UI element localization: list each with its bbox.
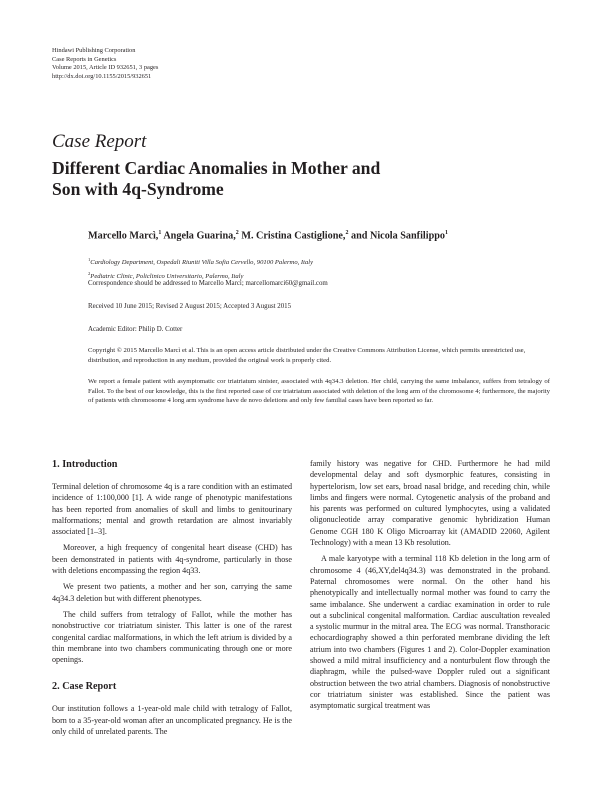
publisher-name: Hindawi Publishing Corporation bbox=[52, 47, 136, 54]
affiliation-number: 2 bbox=[88, 271, 91, 277]
right-column bbox=[310, 458, 550, 717]
academic-editor: Academic Editor: Philip D. Cotter bbox=[88, 326, 183, 333]
journal-header bbox=[52, 47, 158, 81]
author-name: and Nicola Sanfilippo bbox=[351, 230, 445, 242]
publication-dates: Received 10 June 2015; Revised 2 August 2015; Accepted 3 August 2015 bbox=[88, 303, 292, 310]
volume-info: Volume 2015, Article ID 932651, 3 pages bbox=[52, 64, 159, 72]
left-column bbox=[52, 458, 292, 742]
affiliation-item bbox=[88, 254, 313, 268]
author-name: Angela Guarina, bbox=[163, 230, 236, 242]
author-affiliation-marker: 2 bbox=[235, 230, 239, 236]
journal-name: Case Reports in Genetics bbox=[52, 55, 117, 63]
copyright-notice: Copyright © 2015 Marcello Marcì et al. This is an open access article distributed under the Creative Commons Attribution License, which permits unrestricted use, distribution, and reproduction in any medium, provided the original work is properly cited. bbox=[88, 347, 526, 364]
paragraph: We present two patients, a mother and her son, carrying the same 4q34.3 deletion but with different phenotypes. bbox=[52, 582, 292, 603]
article-type: Case Report bbox=[52, 131, 147, 152]
author-affiliation-marker: 1 bbox=[158, 230, 162, 236]
affiliation-number: 1 bbox=[88, 257, 91, 262]
correspondence: Correspondence should be addressed to Marcello Marcì; marcellomarci60@gmail.com bbox=[88, 280, 328, 287]
doi-link[interactable]: http://dx.doi.org/10.1155/2015/932651 bbox=[52, 72, 152, 80]
paragraph: Moreover, a high frequency of congenital heart disease (CHD) has been demonstrated in patients with 4q-syndrome, particularly in those with deletions encompassing the region 4q33. bbox=[52, 543, 292, 576]
title-line-2: Son with 4q-Syndrome bbox=[52, 178, 224, 199]
author-name: Marcello Marcì, bbox=[88, 230, 159, 242]
title-line-1: Different Cardiac Anomalies in Mother and bbox=[52, 158, 381, 178]
article-title bbox=[52, 158, 380, 199]
section-heading-case-report: 2. Case Report bbox=[52, 681, 117, 693]
affiliation-text: Pediatric Clinic, Policlinico Universitario, Palermo, Italy bbox=[90, 273, 244, 281]
paragraph: A male karyotype with a terminal 118 Kb deletion in the long arm of chromosome 4 (46,XY,del4q34.3) was demonstrated in the proband. Paternal chromosomes were normal. On the other hand his phenotypically and intellectually normal mother was found to carry the same imbalance. She underwent a cardiac examination in order to rule out a subclinical congenital malformation. Cardiac auscultation revealed a systolic murmur in the mitral area. The ECG was normal. Transthoracic echocardiography showed a thin perforated membrane dividing the left atrium into two chambers (Figures 1 and 2). Color-Doppler examination showed a mild mitral insufficiency and a nonturbulent flow through the diaphragm, while the pulsed-wave Doppler ruled out a significant obstruction between the two atrial chambers. Diagnosis of nonobstructive cor triatriatum sinister was established. Since the patient was asymptomatic surgical treatment was bbox=[310, 554, 550, 711]
paragraph: The child suffers from tetralogy of Fallot, while the mother has nonobstructive cor triatriatum sinister. This latter is one of the rarest congenital cardiac malformations, in which the left atrium is divided by a thin membrane into two chambers communicating through one or more openings. bbox=[52, 609, 292, 665]
section-heading-introduction: 1. Introduction bbox=[52, 459, 118, 470]
paragraph: Terminal deletion of chromosome 4q is a rare condition with an estimated incidence of 1:100,000 [1]. A wide range of phenotypic manifestations has been reported from anomalies of skull and limbs to genitourinary malformations; mental and growth retardation are almost invariably associated [1–3]. bbox=[52, 482, 292, 537]
author-name: M. Cristina Castiglione, bbox=[241, 230, 346, 242]
abstract: We report a female patient with asymptomatic cor triatriatum sinister, associated with 4q34.3 deletion. Her child, carrying the same imbalance, suffers from tetralogy of Fallot. To the best of our knowledge, this is the first reported case of cor triatriatum associated with deletion of the long arm of the chromosome 4; furthermore, the majority of patients with chromosome 4 long arm syndrome have de novo deletions and only few familial cases have been reported so far. bbox=[88, 378, 550, 405]
paragraph: family history was negative for CHD. Furthermore he had mild developmental delay and soft dysmorphic features, consisting in hypertelorism, low set ears, broad nasal bridge, and receding chin, while limbs and fingers were normal. Cytogenetic analysis of the proband and his parents was performed on cultured lymphocytes, using a validated oligonucleotide array comparative genomic hybridization Human Genome CGH 180 K Oligo Microarray kit (AMADID 22060, Agilent Technology) with a mean 13 Kb resolution. bbox=[310, 459, 550, 548]
affiliation-text: Cardiology Department, Ospedali Riuniti Villa Sofia Cervello, 90100 Palermo, Italy bbox=[90, 259, 313, 267]
author-affiliation-marker: 1 bbox=[445, 230, 448, 236]
author-list bbox=[88, 230, 448, 241]
author-affiliation-marker: 2 bbox=[345, 230, 349, 236]
paragraph: Our institution follows a 1-year-old male child with tetralogy of Fallot, born to a 35-year-old woman after an uncomplicated pregnancy. He is the only child of unrelated parents. The bbox=[52, 704, 292, 737]
affiliations bbox=[88, 254, 313, 282]
